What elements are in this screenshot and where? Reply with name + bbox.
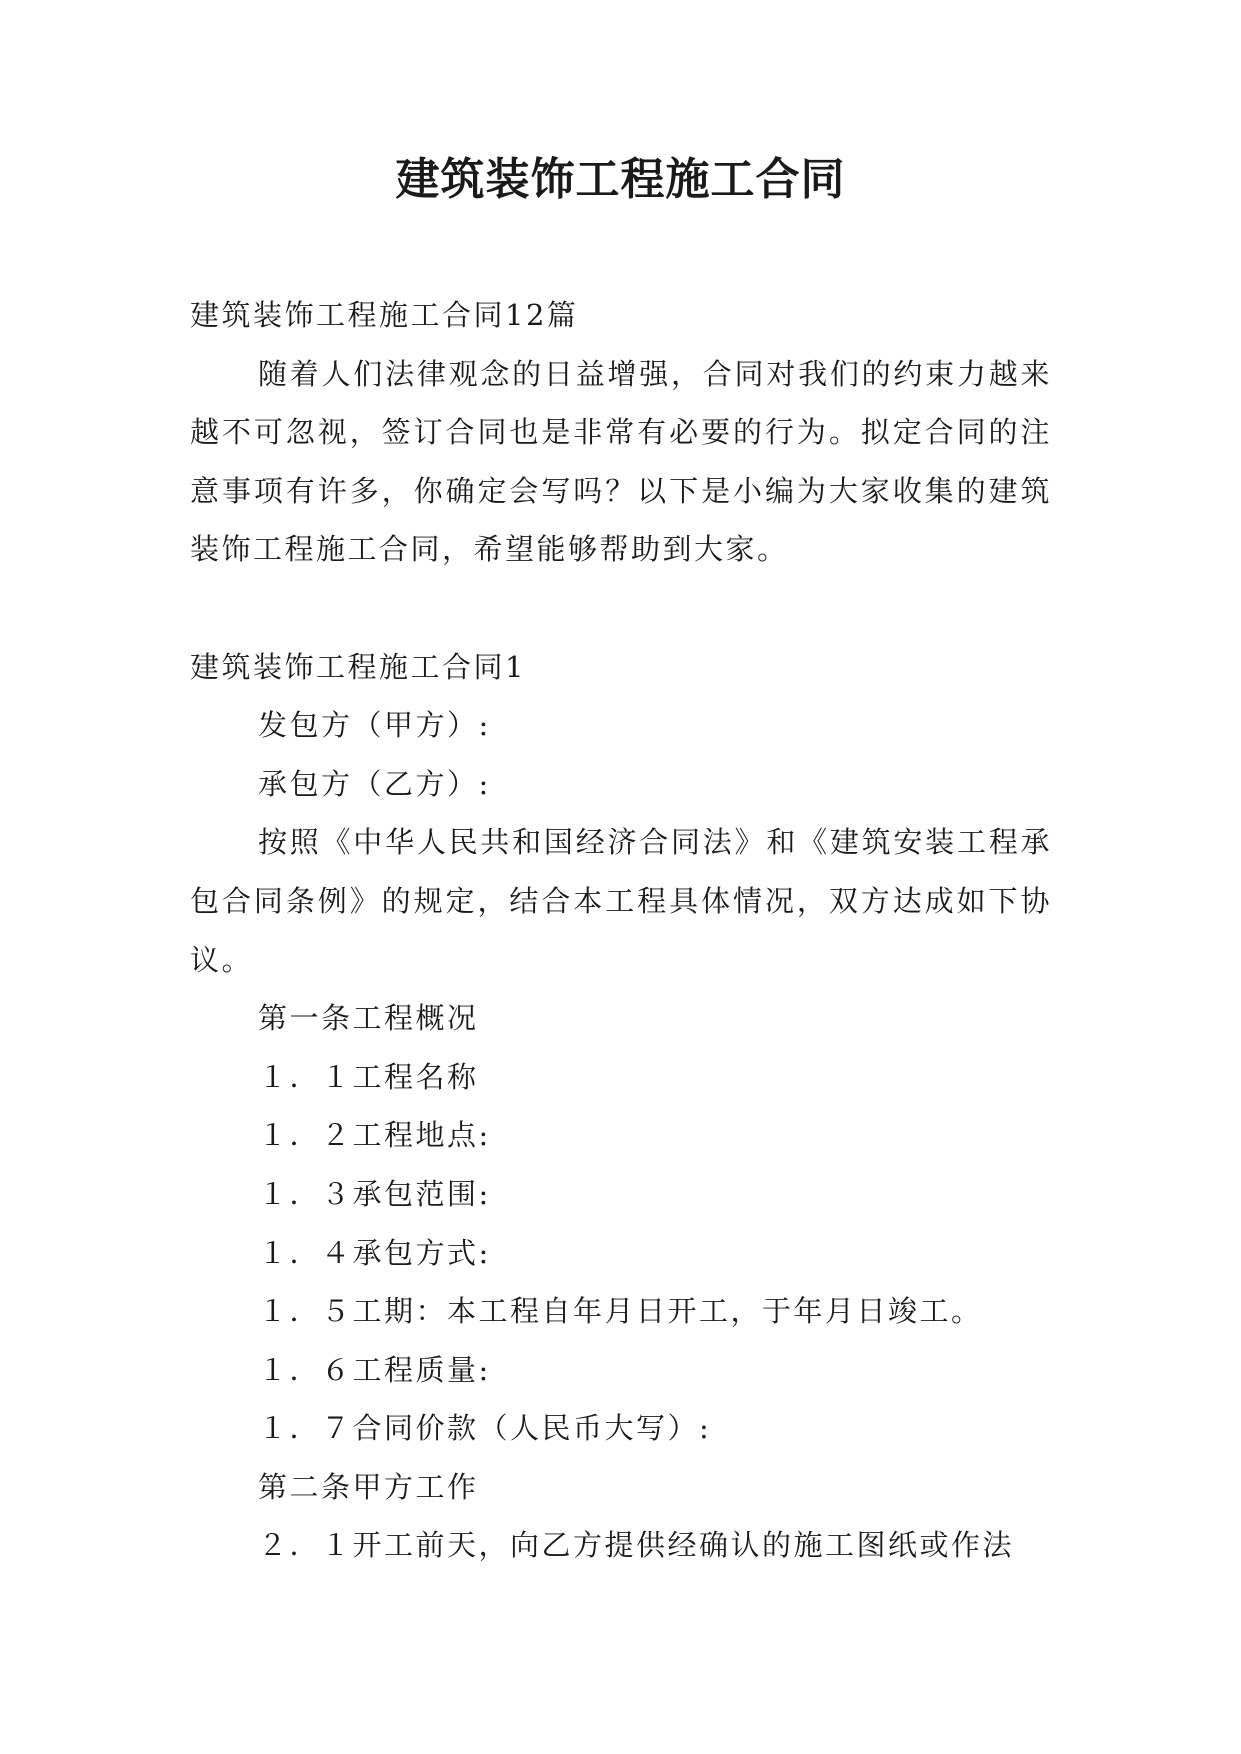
paragraph-gap: [190, 579, 1052, 638]
article-1-item: １．２工程地点:: [258, 1118, 491, 1153]
document-title: 建筑装饰工程施工合同: [395, 154, 846, 205]
article-1-item: １．４承包方式:: [258, 1235, 491, 1270]
document-body: [190, 286, 1052, 1575]
intro-paragraph: 随着人们法律观念的日益增强，合同对我们的约束力越来越不可忽视，签订合同也是非常有必要的行为。拟定合同的注意事项有许多，你确定会写吗？以下是小编为大家收集的建筑装饰工程施工合同，希望能够帮助到大家。: [190, 356, 1052, 567]
article-1-item: １．６工程质量:: [258, 1352, 491, 1387]
article-1-item: １．５工期：本工程自年月日开工，于年月日竣工。: [258, 1294, 983, 1329]
party-b-line: 承包方（乙方）:: [258, 766, 491, 801]
section-heading: 建筑装饰工程施工合同1: [190, 649, 526, 684]
article-2-item: ２．１开工前天，向乙方提供经确认的施工图纸或作法: [258, 1528, 1015, 1563]
article-1-item: １．７合同价款（人民币大写）:: [258, 1411, 712, 1446]
article-2-heading: 第二条甲方工作: [258, 1469, 479, 1504]
party-a-line: 发包方（甲方）:: [258, 708, 491, 743]
article-1-item: １．１工程名称: [258, 1059, 479, 1094]
article-1-heading: 第一条工程概况: [258, 1001, 479, 1036]
article-1-item: １．３承包范围:: [258, 1176, 491, 1211]
document-subtitle: 建筑装饰工程施工合同12篇: [190, 298, 579, 332]
basis-paragraph: 按照《中华人民共和国经济合同法》和《建筑安装工程承包合同条例》的规定，结合本工程具体情况，双方达成如下协议。: [190, 825, 1052, 977]
